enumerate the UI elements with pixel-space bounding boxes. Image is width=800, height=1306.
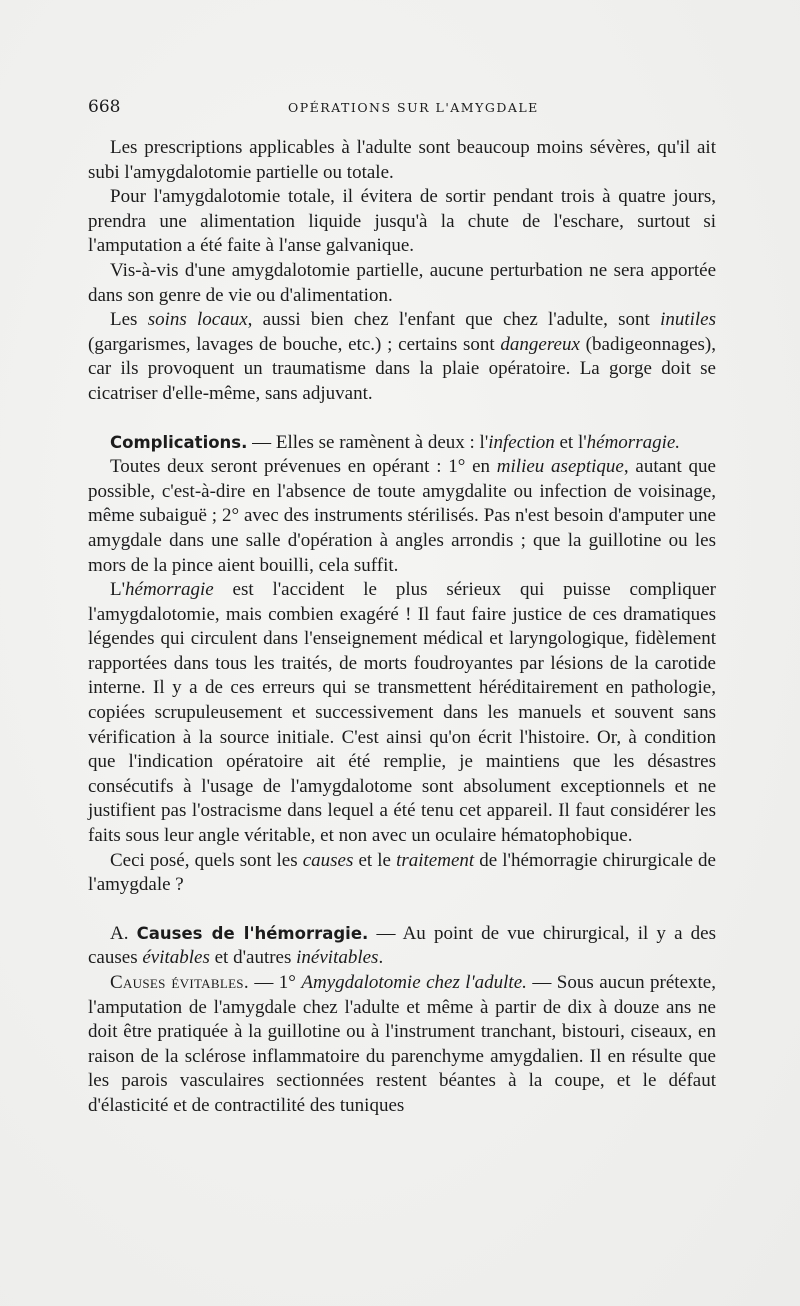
paragraph-adult-prescriptions: Les prescriptions applicables à l'adulte sont beaucoup moins sévères, qu'il ait subi l'amygdalotomie partielle ou totale. (88, 137, 716, 183)
running-title: OPÉRATIONS SUR L'AMYGDALE (288, 100, 539, 115)
paragraph-prevention: Toutes deux seront prévenues en opérant : 1° en milieu aseptique, autant que possible, c'est-à-dire en l'absence de toute amygdalite ou infection de voisinage, même subaiguë ; 2° avec des instruments stérilisés. Pas n'est besoin d'amputer une amygdale dans une salle d'opération à angles arrondis ; que la guillotine ou les mors de la pince aient bouilli, cela suffit. (88, 456, 716, 576)
avoidable-causes-label: Causes évitables. (110, 972, 249, 993)
paragraph-causes-question: Ceci posé, quels sont les causes et le traitement de l'hémorragie chirurgicale de l'amygdale ? (88, 849, 716, 896)
paragraph-partial-amygdalotomy: Vis-à-vis d'une amygdalotomie partielle, aucune perturbation ne sera apportée dans son genre de vie ou d'alimentation. (88, 259, 716, 306)
body-text (88, 136, 716, 1119)
complications-heading: Complications. (110, 432, 248, 452)
page-number: 668 (88, 97, 121, 117)
page-header (88, 97, 716, 121)
paragraph-total-amygdalotomy: Pour l'amygdalotomie totale, il évitera de sortir pendant trois à quatre jours, prendra une alimentation liquide jusqu'à la chute de l'eschare, surtout si l'amputation a été faite à l'anse galvanique. (88, 186, 716, 257)
paragraph-avoidable-causes: Causes évitables. — 1° Amygdalotomie chez l'adulte. — Sous aucun prétexte, l'amputation de l'amygdale chez l'adulte et même à partir de dix à douze ans ne doit être pratiquée à la guillotine ou à l'instrument tranchant, bistouri, ciseaux, en raison de la sclérose inflammatoire du parenchyme amygdalien. Il en résulte que les parois vasculaires sectionnées restent béantes à la coupe, et le défaut d'élasticité et de contractilité des tuniques (88, 972, 716, 1116)
paragraph-local-care: Les soins locaux, aussi bien chez l'enfant que chez l'adulte, sont inutiles (gargarismes, lavages de bouche, etc.) ; certains sont dangereux (badigeonnages), car ils provoquent un traumatisme dans la plaie opératoire. La gorge doit se cicatriser d'elle-même, sans adjuvant. (88, 309, 717, 404)
paragraph-hemorrhage: L'hémorragie est l'accident le plus sérieux qui puisse compliquer l'amygdalotomie, mais combien exagéré ! Il faut faire justice de ces dramatiques légendes qui circulent dans l'enseignement médical et laryngologique, fidèlement rapportées dans tous les traités, de morts foudroyantes par lésions de la carotide interne. Il y a de ces erreurs qui se transmettent héréditairement en pathologie, copiées scrupuleusement et successivement dans les manuels et souvent sans vérification à la source initiale. C'est ainsi qu'on écrit l'histoire. Or, à condition que l'indication opératoire ait été remplie, je maintiens que les désastres consécutifs à l'usage de l'amygdalotome sont absolument exceptionnels et ne justifient pas l'ostracisme dans lequel a été tenu cet appareil. Il faut considérer les faits sous leur angle véritable, et non avec un oculaire hématophobique. (88, 579, 716, 847)
section-causes: A. Causes de l'hémorragie. — Au point de vue chirurgical, il y a des causes évitables et d'autres inévitables. (88, 922, 716, 969)
section-complications: Complications. — Elles se ramènent à deux : l'infection et l'hémorragie. (110, 431, 681, 453)
causes-heading: Causes de l'hémorragie. (136, 923, 369, 943)
